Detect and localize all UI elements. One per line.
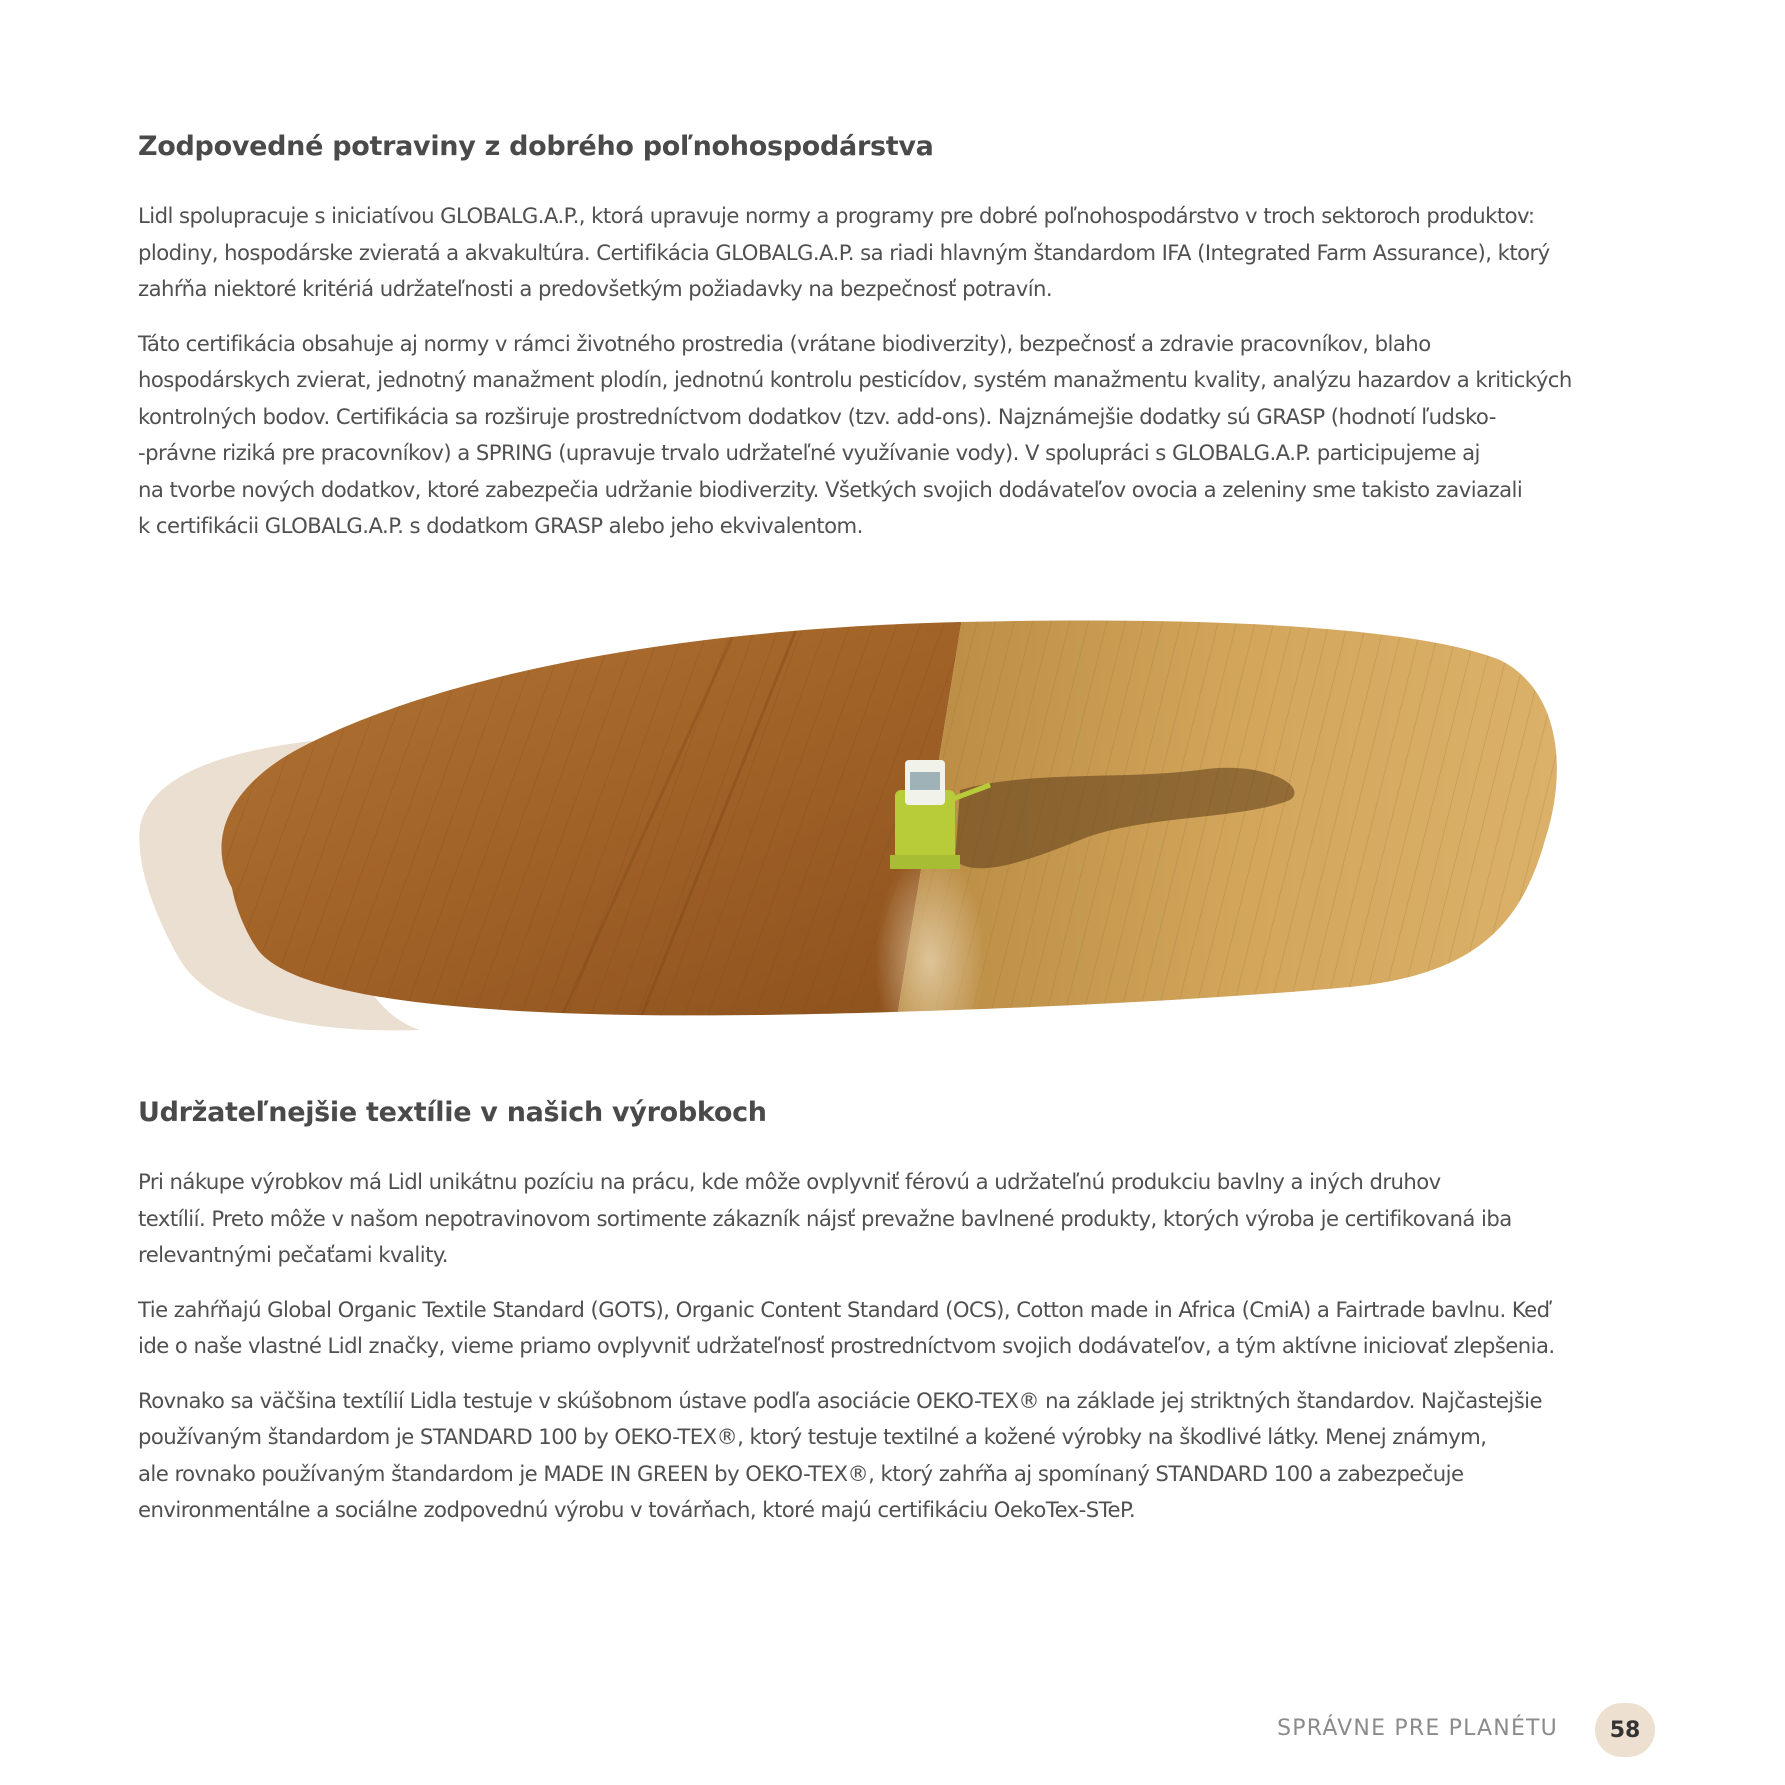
section-heading: Zodpovedné potraviny z dobrého poľnohospodárstva xyxy=(138,131,934,162)
paragraph: Pri nákupe výrobkov má Lidl unikátnu pozíciu na prácu, kde môže ovplyvniť férovú a udržateľnú produkciu bavlny a iných druhov textílií. Preto môže v našom nepotravinovom sortimente zákazník nájsť prevažne bavlnené produkty, ktorých výroba je certifikovaná iba relevantnými pečaťami kvality. xyxy=(138,1169,1512,1267)
dust-cloud xyxy=(875,850,985,1060)
section-heading: Udržateľnejšie textílie v našich výrobkoch xyxy=(138,1097,767,1128)
paragraph: Táto certifikácia obsahuje aj normy v rámci životného prostredia (vrátane biodiverzity), bezpečnosť a zdravie pracovníkov, blaho hospodárskych zvierat, jednotný manažment plodín, jednotnú kontrolu pesticídov, systém manažmentu kvality, analýzu hazardov a kritických kontrolných bodov. Certifikácia sa rozširuje prostredníctvom dodatkov (tzv. add-ons). Najznámejšie dodatky sú GRASP (hodnotí ľudsko- -právne riziká pre pracovníkov) a SPRING (upravuje trvalo udržateľné využívanie vody). V spolupráci s GLOBALG.A.P. participujeme aj na tvorbe nových dodatkov, ktoré zabezpečia udržanie biodiverzity. Všetkých svojich dodávateľov ovocia a zeleniny sme takisto zaviazali k certifikácii GLOBALG.A.P. s dodatkom GRASP alebo jeho ekvivalentom. xyxy=(138,330,1572,538)
section-responsible-food xyxy=(138,131,1628,563)
paragraph: Rovnako sa väčšina textílií Lidla testuje v skúšobnom ústave podľa asociácie OEKO-TEX® na základe jej striktných štandardov. Najčastejšie používaným štandardom je STANDARD 100 by OEKO-TEX®, ktorý testuje textilné a kožené výrobky na škodlivé látky. Menej známym, ale rovnako používaným štandardom je MADE IN GREEN by OEKO-TEX®, ktorý zahŕňa aj spomínaný STANDARD 100 a zabezpečuje environmentálne a sociálne zodpovednú výrobu v továrňach, ktoré majú certifikáciu OekoTex-STeP. xyxy=(138,1387,1543,1522)
page-number-badge: 58 xyxy=(1595,1703,1655,1757)
harvest-field-illustration xyxy=(0,600,1785,1060)
paragraph: Lidl spolupracuje s iniciatívou GLOBALG.A.P., ktorá upravuje normy a programy pre dobré poľnohospodárstvo v troch sektoroch produktov: plodiny, hospodárske zvieratá a akvakultúra. Certifikácia GLOBALG.A.P. sa riadi hlavným štandardom IFA (Integrated Farm Assurance), ktorý zahŕňa niektoré kritériá udržateľnosti a predovšetkým požiadavky na bezpečnosť potravín. xyxy=(138,203,1550,301)
footer-section-label: SPRÁVNE PRE PLANÉTU xyxy=(1277,1716,1558,1741)
harvest-field-image xyxy=(0,600,1785,1060)
paragraph: Tie zahŕňajú Global Organic Textile Standard (GOTS), Organic Content Standard (OCS), Cotton made in Africa (CmiA) a Fairtrade bavlnu. Keď ide o naše vlastné Lidl značky, vieme priamo ovplyvniť udržateľnosť prostredníctvom svojich dodávateľov, a tým aktívne iniciovať zlepšenia. xyxy=(138,1296,1555,1358)
page-footer xyxy=(1185,1700,1785,1760)
section-sustainable-textiles xyxy=(138,1097,1628,1547)
